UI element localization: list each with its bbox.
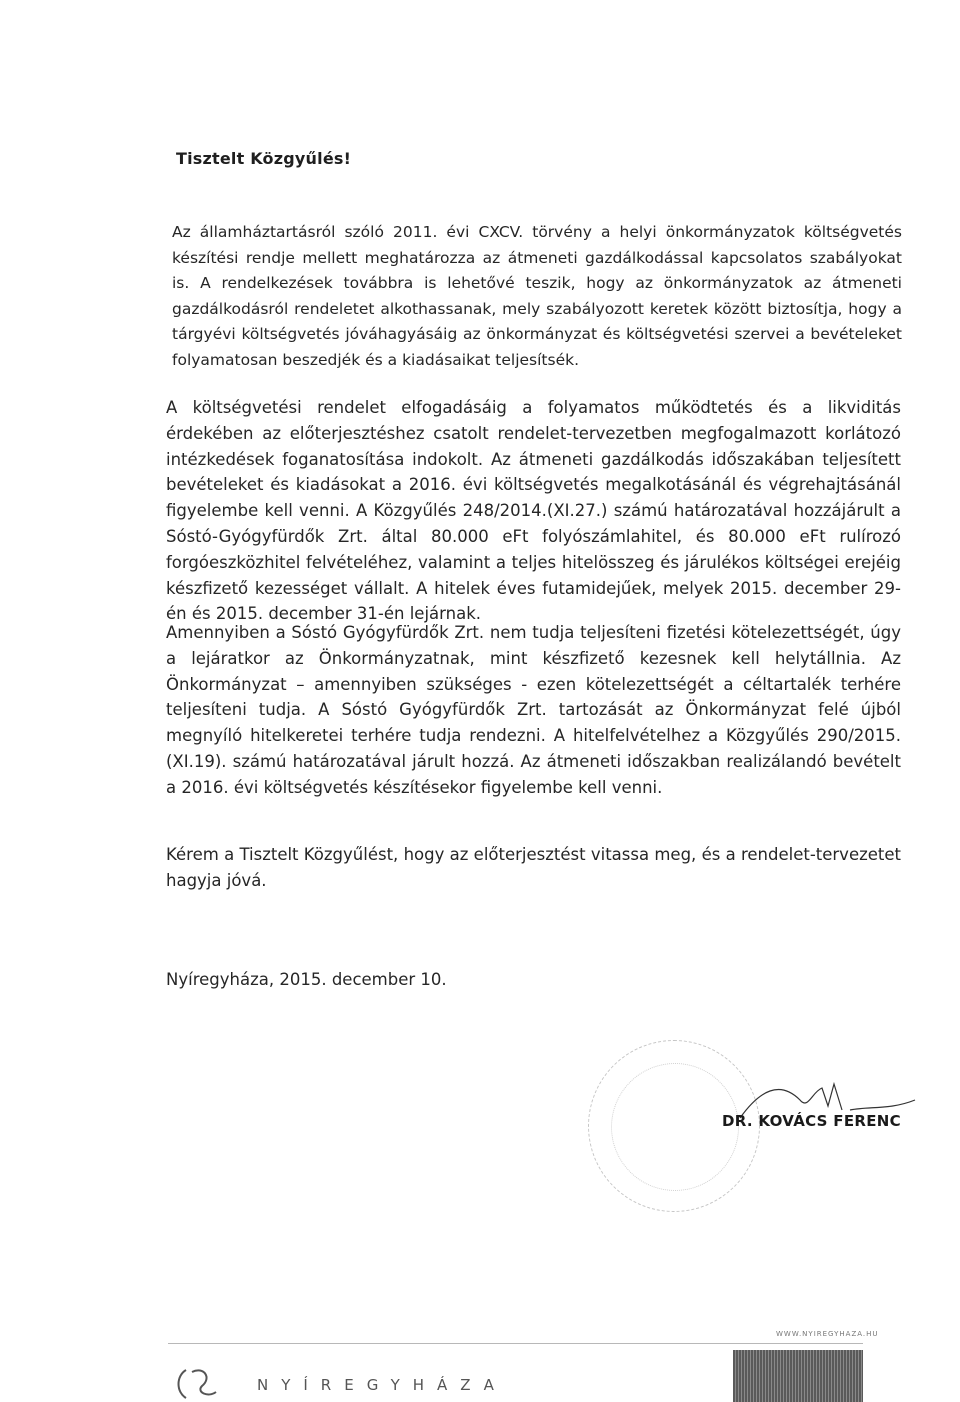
footer-barcode-block [733,1350,863,1402]
footer-url: WWW.NYIREGYHAZA.HU [776,1330,879,1338]
city-logo-icon [172,1362,242,1402]
footer-brand: NYÍREGYHÁZA [257,1376,507,1394]
signer-name: DR. KOVÁCS FERENC [722,1112,901,1130]
paragraph-3: Amennyiben a Sóstó Gyógyfürdők Zrt. nem tudja teljesíteni fizetési kötelezettségét, úgy a lejáratkor az Önkormányzatnak, mint készfizető kezesnek kell helytállnia. Az Önkormányzat – amennyiben szükséges - ezen kötelezettségét a céltartalék terhére teljesíteni tudja. A Sóstó Gyógyfürdők Zrt. tartozását az Önkormányzat felé újból megnyíló hitelkeretei terhére tudja rendezni. A hitelfelvételhez a Közgyűlés 290/2015. (XI.19). számú határozatával járult hozzá. Az átmeneti időszakban realizálandó bevételt a 2016. évi költségvetés készítésekor figyelembe kell venni. [166,623,901,797]
salutation: Tisztelt Közgyűlés! [176,149,352,168]
paragraph-1: Az államháztartásról szóló 2011. évi CXCV. törvény a helyi önkormányzatok költségvetés készítési rendje mellett meghatározza az átmeneti gazdálkodással kapcsolatos szabályokat is. A rendelkezések továbbra is lehetővé teszik, hogy az önkormányzatok az átmeneti gazdálkodásról rendeletet alkothassanak, mely szabályozott keretek között biztosítja, hogy a tárgyévi költségvetés jóváhagyásáig az önkormányzat és költségvetési szervei a bevételeket folyamatosan beszedjék és a kiadásaikat teljesítsék. [172,223,902,369]
paragraph-4: Kérem a Tisztelt Közgyűlést, hogy az előterjesztést vitassa meg, és a rendelet-tervezetet hagyja jóvá. [166,845,901,890]
paragraph-2: A költségvetési rendelet elfogadásáig a folyamatos működtetés és a likviditás érdekében az előterjesztéshez csatolt rendelet-tervezetben megfogalmazott korlátozó intézkedések foganatosítása indokolt. Az átmeneti gazdálkodás időszakában teljesített bevételeket és kiadásokat a 2016. évi költségvetés megalkotásánál és végrehajtásánál figyelembe kell venni. A Közgyűlés 248/2014.(XI.27.) számú határozatával hozzájárult a Sóstó-Gyógyfürdők Zrt. által 80.000 eFt folyószámlahitel, és 80.000 eFt rulírozó forgóeszközhitel felvételéhez, valamint a teljes hitelösszeg és járulékos költségei erejéig készfizető kezességet vállalt. A hitelek éves futamidejűek, melyek 2015. december 29-én és 2015. december 31-én lejárnak. [166,398,901,624]
dateline: Nyíregyháza, 2015. december 10. [166,970,447,989]
footer-divider [168,1343,863,1344]
